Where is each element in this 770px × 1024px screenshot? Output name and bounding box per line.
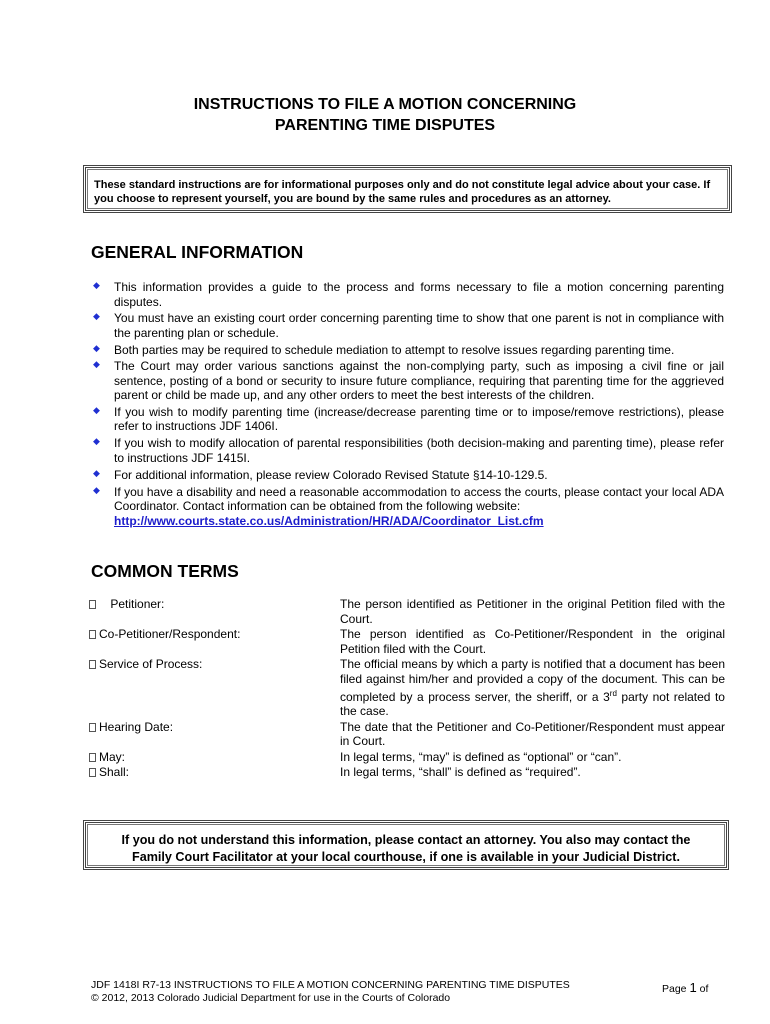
list-item [92, 405, 724, 434]
term-definition-part: party not related to the case. [340, 689, 725, 719]
term-definition [340, 657, 725, 718]
list-item [92, 436, 724, 465]
list-item-text: If you wish to modify allocation of parental responsibilities (both decision-making and parenting time), please refer to instructions JDF 1415I. [114, 435, 724, 465]
term-label: Service of Process: [99, 657, 203, 672]
footer-form-line: JDF 1418I R7-13 INSTRUCTIONS TO FILE A MOTION CONCERNING PARENTING TIME DISPUTES [91, 979, 570, 991]
diamond-bullet-icon: ◆ [93, 343, 100, 354]
checkbox-glyph-icon [89, 753, 96, 762]
term-label: May: [99, 749, 126, 764]
checkbox-glyph-icon [89, 630, 96, 639]
list-item-text: For additional information, please review Colorado Revised Statute §14-10-129.5. [114, 468, 548, 483]
footer [91, 979, 570, 1005]
list-item-text: If you have a disability and need a reasonable accommodation to access the courts, please contact your local ADA Coordinator. Contact information can be obtained from the following website: [114, 484, 724, 514]
disclaimer-notice-text: These standard instructions are for informational purposes only and do not constitute legal advice about your case. If you choose to represent yourself, you are bound by the same rules and procedures as an attorney. [94, 179, 711, 205]
contact-notice-line-2: Family Court Facilitator at your local courthouse, if one is available in your Judicial District. [132, 850, 680, 864]
term-definition: The person identified as Petitioner in the original Petition filed with the Court. [340, 597, 725, 626]
document-title-line-2: PARENTING TIME DISPUTES [274, 117, 496, 134]
term-row-may [89, 750, 725, 765]
term-row-shall [89, 765, 725, 780]
term-row-petitioner [89, 597, 725, 626]
list-item-text: Both parties may be required to schedule mediation to attempt to resolve issues regarding parenting time. [114, 343, 675, 358]
disclaimer-notice-box [83, 165, 732, 213]
term-definition: In legal terms, “shall” is defined as “required”. [340, 764, 581, 779]
list-item [92, 311, 724, 340]
list-item [92, 280, 724, 309]
footer-copyright: © 2012, 2013 Colorado Judicial Department for use in the Courts of Colorado [91, 992, 451, 1004]
general-information-heading: GENERAL INFORMATION [91, 242, 304, 262]
contact-notice-box [83, 820, 729, 870]
list-item [92, 468, 724, 483]
term-definition: The date that the Petitioner and Co-Petitioner/Respondent must appear in Court. [340, 719, 725, 749]
diamond-bullet-icon: ◆ [93, 311, 100, 322]
page-number: 1 [689, 980, 697, 995]
term-definition-part: The official means by which a party is notified that a document has been filed against him/her and provided a copy of the document. This can be completed by a process server, the sheriff, or a 3 [340, 657, 725, 704]
term-row-co-petitioner [89, 627, 725, 656]
term-row-service-of-process [89, 657, 725, 718]
term-label: Co-Petitioner/Respondent: [99, 627, 241, 642]
diamond-bullet-icon: ◆ [93, 435, 100, 446]
diamond-bullet-icon: ◆ [93, 484, 100, 495]
ada-coordinator-link[interactable]: http://www.courts.state.co.us/Administration/HR/ADA/Coordinator_List.cfm [114, 513, 544, 528]
general-information-list [92, 280, 724, 529]
term-definition: In legal terms, “may” is defined as “optional” or “can”. [340, 749, 622, 764]
term-row-hearing-date [89, 720, 725, 749]
checkbox-glyph-icon [89, 768, 96, 777]
document-title [0, 94, 770, 136]
list-item [92, 343, 724, 358]
list-item-text: If you wish to modify parenting time (increase/decrease parenting time or to impose/remove restrictions), please refer to instructions JDF 1406I. [114, 404, 724, 434]
diamond-bullet-icon: ◆ [93, 404, 100, 415]
common-terms-list [89, 597, 725, 779]
checkbox-glyph-icon [89, 723, 96, 732]
contact-notice-line-1: If you do not understand this information, please contact an attorney. You also may contact the [121, 833, 691, 847]
list-item-text: You must have an existing court order concerning parenting time to show that one parent is not in compliance with the parenting plan or schedule. [114, 311, 724, 340]
term-label: Shall: [99, 764, 130, 779]
document-title-line-1: INSTRUCTIONS TO FILE A MOTION CONCERNING [193, 96, 577, 113]
list-item [92, 485, 724, 529]
list-item-text: This information provides a guide to the process and forms necessary to file a motion concerning parenting disputes. [114, 280, 724, 309]
list-item [92, 359, 724, 403]
diamond-bullet-icon: ◆ [93, 280, 100, 290]
ordinal-suffix: rd [609, 688, 617, 698]
common-terms-heading: COMMON TERMS [91, 561, 239, 581]
term-definition: The person identified as Co-Petitioner/Respondent in the original Petition filed with the Court. [340, 627, 725, 656]
page-of-label: of [696, 983, 709, 995]
checkbox-glyph-icon [89, 600, 96, 609]
diamond-bullet-icon: ◆ [93, 358, 100, 369]
term-label: Hearing Date: [99, 719, 174, 734]
checkbox-glyph-icon [89, 660, 96, 669]
page-indicator [662, 981, 708, 996]
term-label: Petitioner: [110, 597, 165, 611]
list-item-text: The Court may order various sanctions against the non-complying party, such as imposing a civil fine or jail sentence, posting of a bond or security to insure future compliance, requiring that parenting time for the aggrieved parent or child be made up, and any other orders to meet the best interests of the children. [114, 358, 724, 403]
page-label: Page [662, 983, 690, 995]
diamond-bullet-icon: ◆ [93, 468, 100, 479]
